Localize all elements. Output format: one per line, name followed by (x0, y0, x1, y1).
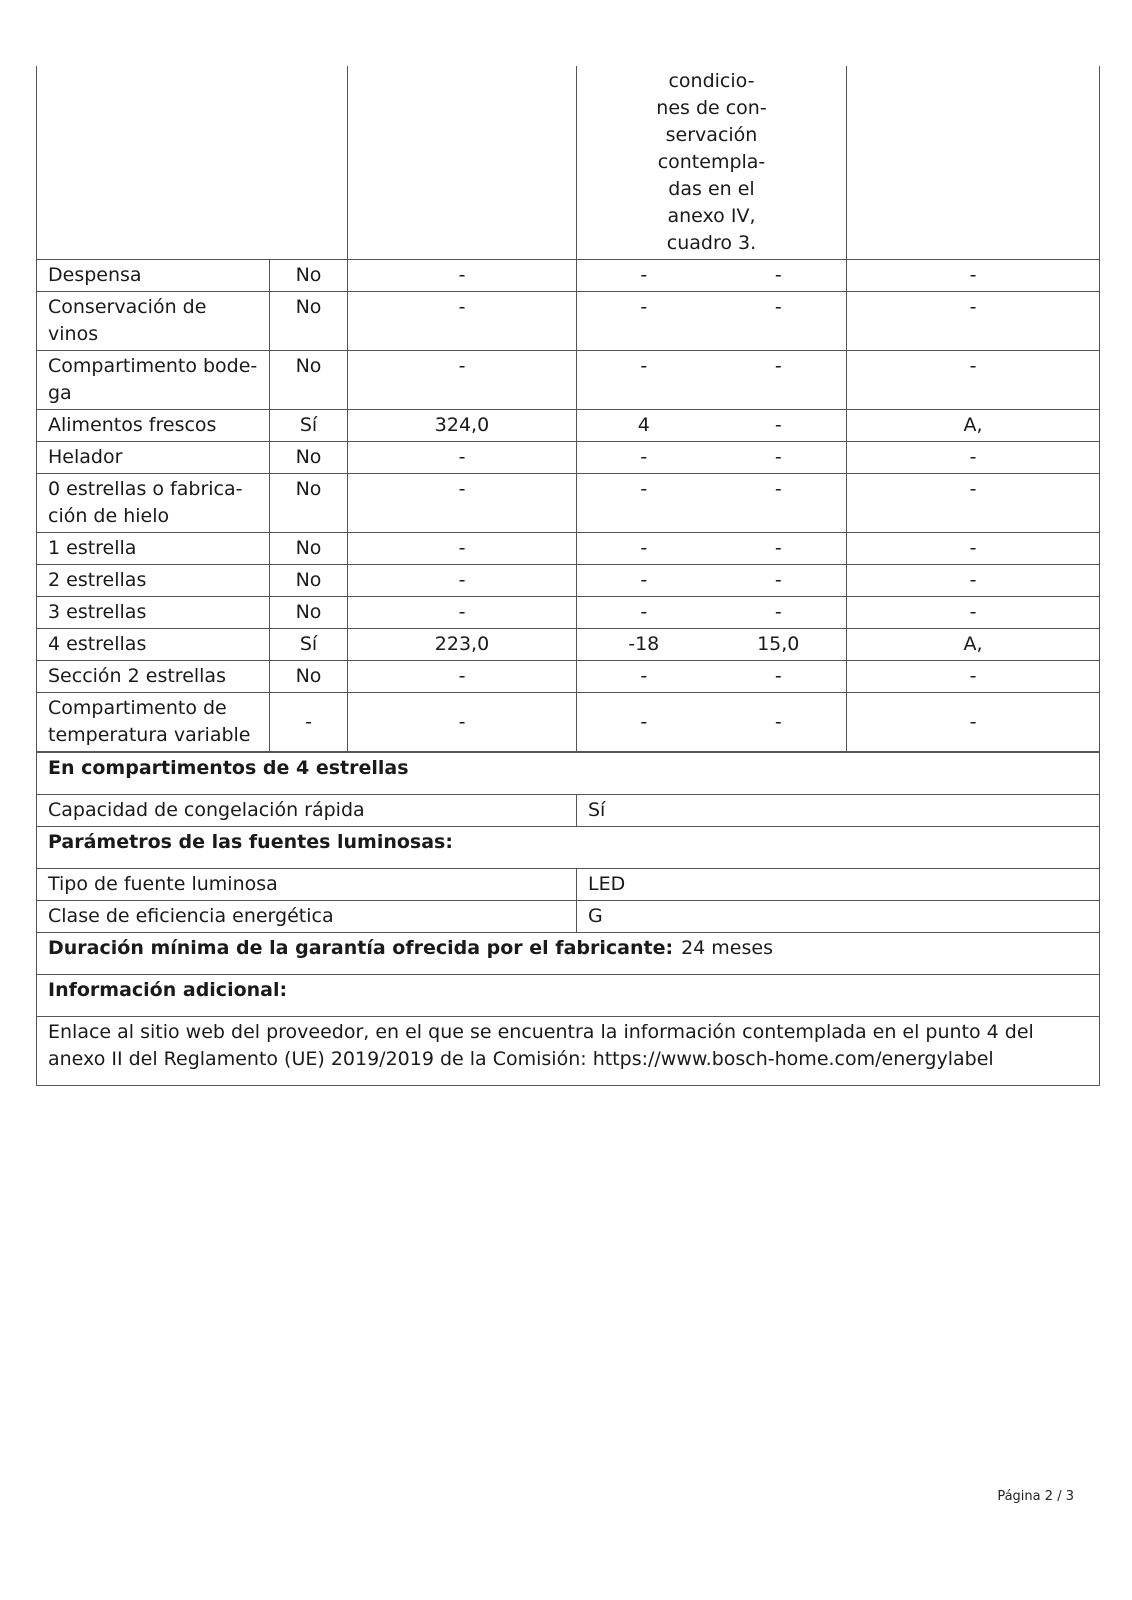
warranty-cell (37, 933, 1100, 975)
compartment-name: Conservación de vinos (37, 292, 270, 351)
compartment-volume: 223,0 (348, 629, 577, 661)
compartment-class: - (847, 292, 1100, 351)
compartment-temperature: - (577, 693, 711, 752)
light-class-row (37, 901, 1100, 933)
compartment-power: - (711, 565, 847, 597)
compartment-row (37, 629, 1100, 661)
page-number (997, 1489, 1074, 1504)
compartment-present: No (270, 661, 348, 693)
compartment-row (37, 292, 1100, 351)
compartment-volume: 324,0 (348, 410, 577, 442)
page-num: 2 (1044, 1489, 1054, 1504)
compartment-temperature: - (577, 442, 711, 474)
compartment-row (37, 410, 1100, 442)
compartment-power: - (711, 533, 847, 565)
compartment-name: Sección 2 estrellas (37, 661, 270, 693)
four-star-heading: En compartimentos de 4 estrellas (37, 753, 1100, 795)
compartment-present: Sí (270, 629, 348, 661)
light-heading: Parámetros de las fuentes luminosas: (37, 827, 1100, 869)
continued-row (37, 66, 1100, 260)
fast-freeze-row (37, 795, 1100, 827)
additional-text-row (37, 1017, 1100, 1086)
compartment-present: No (270, 260, 348, 292)
compartment-name-line: temperatura variable (48, 724, 251, 746)
compartment-volume: - (348, 693, 577, 752)
continued-line: cuadro 3. (666, 232, 757, 254)
compartment-class: - (847, 351, 1100, 410)
compartment-temperature: - (577, 292, 711, 351)
compartment-class: - (847, 260, 1100, 292)
document-page (36, 66, 1099, 1086)
compartment-temperature: - (577, 351, 711, 410)
compartment-class: - (847, 474, 1100, 533)
compartment-temperature: - (577, 597, 711, 629)
compartment-name-line: Compartimento bode- (48, 355, 258, 377)
compartment-volume: - (348, 292, 577, 351)
fast-freeze-value: Sí (577, 795, 1100, 827)
compartment-power: - (711, 351, 847, 410)
compartment-row (37, 474, 1100, 533)
compartment-power: - (711, 693, 847, 752)
compartment-name-line: ción de hielo (48, 505, 170, 527)
compartment-class: A, (847, 410, 1100, 442)
compartment-name (37, 351, 270, 410)
compartment-row (37, 565, 1100, 597)
compartment-name (37, 474, 270, 533)
light-type-value: LED (577, 869, 1100, 901)
four-star-table (36, 752, 1100, 1086)
compartment-class: - (847, 661, 1100, 693)
compartment-name: 2 estrellas (37, 565, 270, 597)
compartment-temperature: 4 (577, 410, 711, 442)
compartment-row (37, 260, 1100, 292)
page-sep: / (1057, 1489, 1062, 1504)
compartment-class: A, (847, 629, 1100, 661)
light-type-label: Tipo de fuente luminosa (37, 869, 577, 901)
compartment-name: 1 estrella (37, 533, 270, 565)
light-type-row (37, 869, 1100, 901)
compartment-power: - (711, 597, 847, 629)
compartment-row (37, 597, 1100, 629)
compartment-power: - (711, 474, 847, 533)
continued-line: das en el (668, 178, 755, 200)
compartment-volume: - (348, 661, 577, 693)
compartment-temperature: - (577, 565, 711, 597)
compartment-present: No (270, 351, 348, 410)
compartment-name-line: Compartimento de (48, 697, 227, 719)
compartment-present: No (270, 533, 348, 565)
compartment-row (37, 442, 1100, 474)
continued-line: condicio- (668, 70, 755, 92)
compartment-power: - (711, 661, 847, 693)
compartment-present: No (270, 292, 348, 351)
light-heading-row (37, 827, 1100, 869)
compartment-name: Alimentos frescos (37, 410, 270, 442)
compartment-present: No (270, 565, 348, 597)
additional-heading-row (37, 975, 1100, 1017)
compartment-present: No (270, 442, 348, 474)
compartment-row (37, 661, 1100, 693)
compartment-class: - (847, 533, 1100, 565)
compartment-name: Helador (37, 442, 270, 474)
compartment-temperature: - (577, 474, 711, 533)
continued-line: anexo IV, (667, 205, 756, 227)
warranty-label: Duración mínima de la garantía ofrecida por el fabricante: (48, 937, 674, 959)
compartment-power: - (711, 292, 847, 351)
compartment-power: 15,0 (711, 629, 847, 661)
continued-cell-empty (37, 66, 348, 260)
compartment-class: - (847, 442, 1100, 474)
compartment-volume: - (348, 533, 577, 565)
compartment-volume: - (348, 442, 577, 474)
additional-text: Enlace al sitio web del proveedor, en el que se encuentra la información contemplada en el punto 4 del anexo II del Reglamento (UE) 2019/2019 de la Comisión: https://www.bosch-home.com/energylabel (37, 1017, 1100, 1086)
compartment-class: - (847, 693, 1100, 752)
compartment-name (37, 693, 270, 752)
compartment-present: - (270, 693, 348, 752)
compartment-present: No (270, 597, 348, 629)
continued-text-cell (577, 66, 847, 260)
compartment-volume: - (348, 351, 577, 410)
compartment-class: - (847, 597, 1100, 629)
compartment-class: - (847, 565, 1100, 597)
compartment-volume: - (348, 260, 577, 292)
compartment-name: 3 estrellas (37, 597, 270, 629)
warranty-row (37, 933, 1100, 975)
compartment-temperature: - (577, 260, 711, 292)
continued-line: contempla- (657, 151, 766, 173)
compartment-volume: - (348, 597, 577, 629)
light-class-value: G (577, 901, 1100, 933)
compartment-temperature: - (577, 661, 711, 693)
compartment-power: - (711, 260, 847, 292)
compartment-temperature: - (577, 533, 711, 565)
continued-cell-empty (847, 66, 1100, 260)
compartment-present: Sí (270, 410, 348, 442)
page-label: Página (997, 1489, 1041, 1504)
continued-line: nes de con- (656, 97, 767, 119)
compartment-row (37, 533, 1100, 565)
compartment-present: No (270, 474, 348, 533)
page-total: 3 (1065, 1489, 1074, 1504)
light-class-label: Clase de eficiencia energética (37, 901, 577, 933)
compartment-volume: - (348, 565, 577, 597)
compartment-name: 4 estrellas (37, 629, 270, 661)
warranty-value: 24 meses (681, 937, 773, 959)
continued-cell-empty (348, 66, 577, 260)
fast-freeze-label: Capacidad de congelación rápida (37, 795, 577, 827)
compartment-temperature: -18 (577, 629, 711, 661)
continued-line: servación (665, 124, 758, 146)
compartment-name-line: 0 estrellas o fabrica- (48, 478, 243, 500)
compartment-name-line: ga (48, 382, 72, 404)
four-star-heading-row (37, 753, 1100, 795)
compartment-power: - (711, 410, 847, 442)
compartment-row (37, 351, 1100, 410)
compartment-power: - (711, 442, 847, 474)
compartment-row (37, 693, 1100, 752)
compartment-volume: - (348, 474, 577, 533)
compartment-name: Despensa (37, 260, 270, 292)
additional-heading: Información adicional: (37, 975, 1100, 1017)
compartment-table (36, 66, 1100, 752)
